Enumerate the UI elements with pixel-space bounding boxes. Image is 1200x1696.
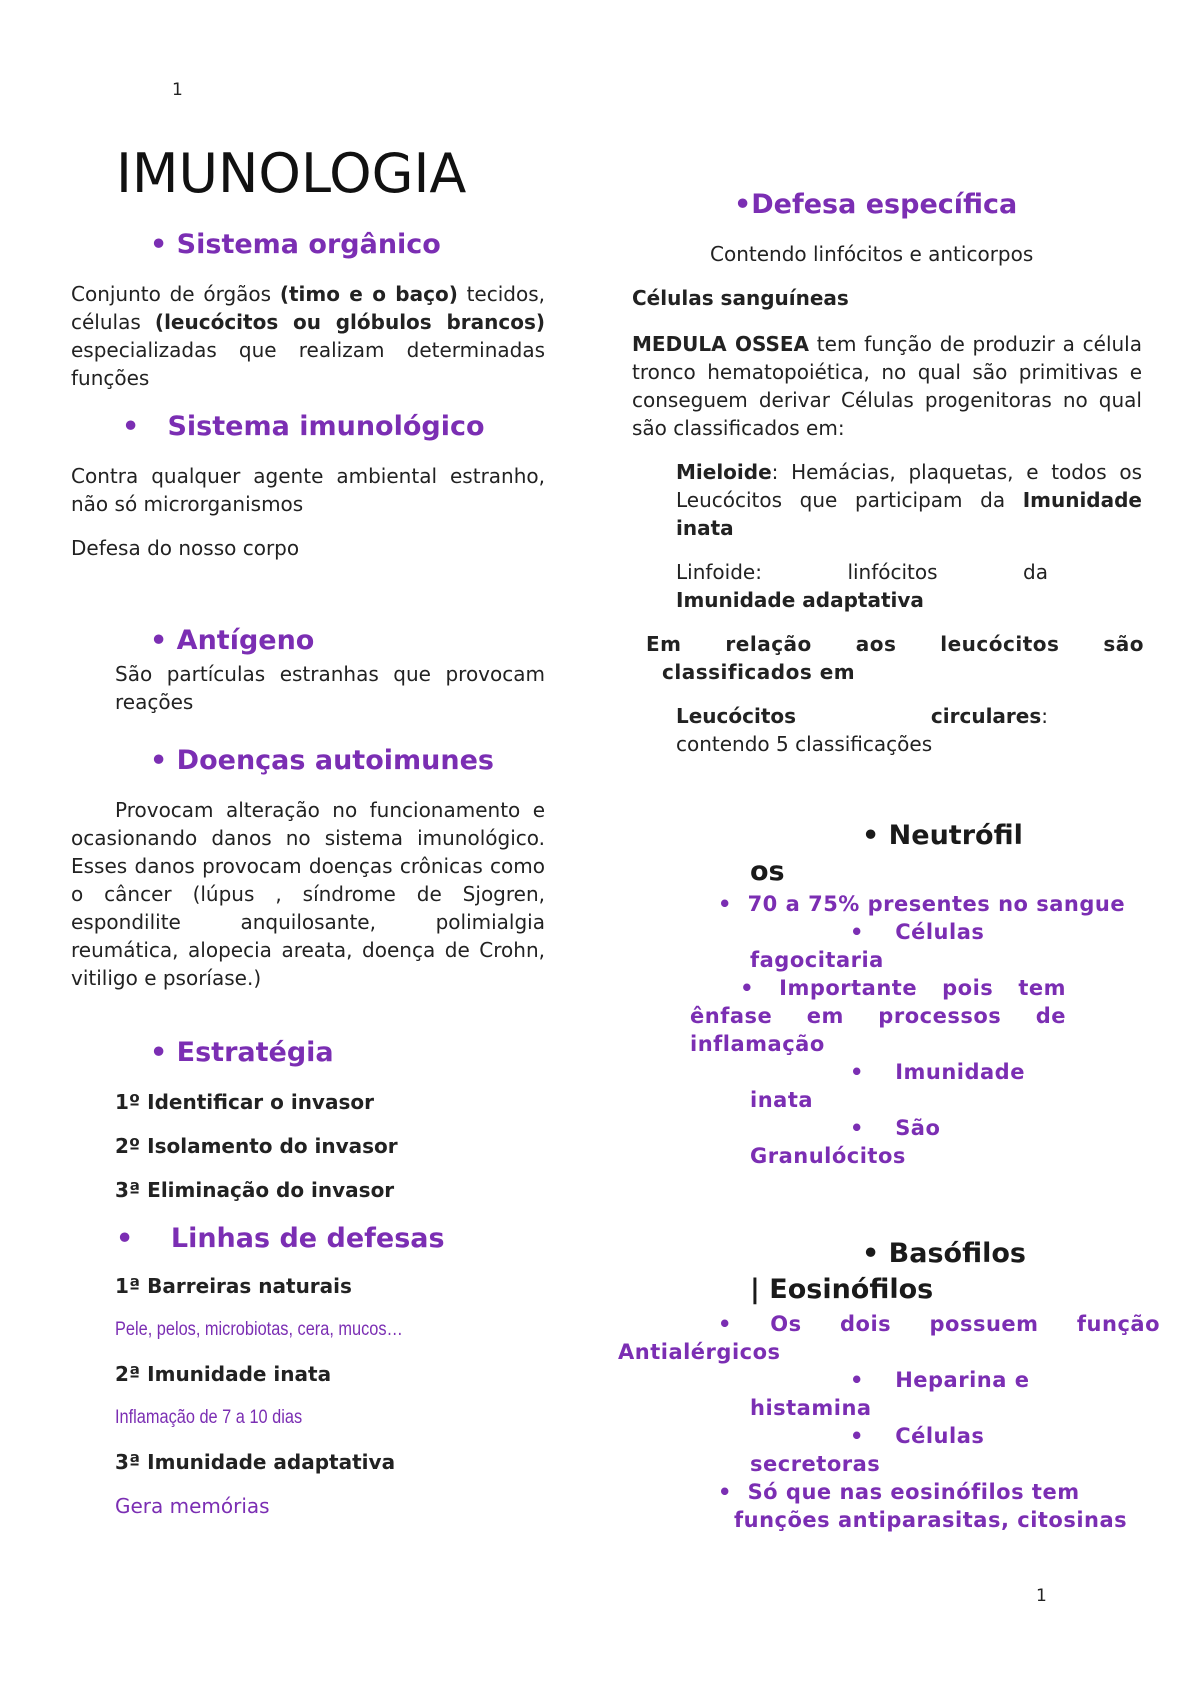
paragraph-doencas-autoimunes: Provocam alteração no funcionamento e ocasionando danos no sistema imunológico. Esses danos provocam doenças crônicas como o câncer (lúpus , síndrome de Sjogren, espondilite anquilosante, polimialgia reumática, alopecia areata, doença de Crohn, vitiligo e psoríase.) xyxy=(71,798,545,990)
section-heading-doencas-autoimunes: • Doenças autoimunes xyxy=(150,745,494,776)
bullet-icon: • xyxy=(850,920,864,944)
footer-page-number: 1 xyxy=(1036,1586,1047,1606)
bullet-icon: • xyxy=(734,189,752,220)
basofilos-item-1: • Os dois possuem função xyxy=(718,1312,1160,1336)
neutrofilos-heading-cont: os xyxy=(750,856,785,887)
defense-line-3: 3ª Imunidade adaptativa xyxy=(115,1450,396,1474)
strategy-item-3: 3ª Eliminação do invasor xyxy=(115,1178,395,1202)
defense-line-2: 2ª Imunidade inata xyxy=(115,1362,332,1386)
bullet-icon: • xyxy=(116,1223,171,1254)
neutrofilos-item-1: • 70 a 75% presentes no sangue xyxy=(718,892,1126,916)
basofilos-item-4-cont: funções antiparasitas, citosinas xyxy=(734,1508,1128,1532)
basofilos-item-3: • Células xyxy=(850,1424,985,1448)
paragraph-leucocitos-circulares: Leucócitos circulares: xyxy=(676,704,1048,728)
basofilos-item-4: • Só que nas eosinófilos tem xyxy=(718,1480,1080,1504)
defesa-especifica-subtitle: Contendo linfócitos e anticorpos xyxy=(710,242,1034,266)
celulas-sanguineas-title: Células sanguíneas xyxy=(632,286,849,310)
header-page-number: 1 xyxy=(172,80,183,100)
strategy-item-2: 2º Isolamento do invasor xyxy=(115,1134,398,1158)
basofilos-item-2-cont: histamina xyxy=(750,1396,872,1420)
neutrofilos-item-5-cont: Granulócitos xyxy=(750,1144,906,1168)
neutrofilos-heading: • Neutrófil xyxy=(862,820,1023,851)
section-heading-antigeno: • Antígeno xyxy=(150,625,315,656)
bullet-icon: • xyxy=(150,745,177,776)
paragraph-antigeno: São partículas estranhas que provocam reações xyxy=(115,662,545,714)
defense-line-3-note: Gera memórias xyxy=(115,1494,270,1518)
bullet-icon: • xyxy=(850,1060,864,1084)
bullet-icon: • xyxy=(150,1037,177,1068)
bullet-icon: • xyxy=(862,820,880,851)
section-heading-linhas-defesas: • Linhas de defesas xyxy=(116,1223,445,1254)
paragraph-leucocitos-circulares-text: contendo 5 classificações xyxy=(676,732,933,756)
section-heading-sistema-organico: • Sistema orgânico xyxy=(150,229,441,260)
paragraph-linfoide-bold: Imunidade adaptativa xyxy=(676,588,924,612)
neutrofilos-item-4: • Imunidade xyxy=(850,1060,1025,1084)
paragraph-defesa-corpo: Defesa do nosso corpo xyxy=(71,536,300,560)
basofilos-item-1-cont: Antialérgicos xyxy=(618,1340,781,1364)
basofilos-heading: • Basófilos xyxy=(862,1238,1026,1269)
paragraph-linfoide: Linfoide: linfócitos da xyxy=(676,560,1048,584)
section-heading-defesa-especifica: •Defesa específica xyxy=(734,189,1018,220)
neutrofilos-item-5: • São xyxy=(850,1116,941,1140)
basofilos-item-3-cont: secretoras xyxy=(750,1452,881,1476)
bullet-icon: • xyxy=(150,229,177,260)
bullet-icon: • xyxy=(122,411,168,442)
bullet-icon: • xyxy=(862,1238,880,1269)
defense-line-1: 1ª Barreiras naturais xyxy=(115,1274,352,1298)
strategy-item-1: 1º Identificar o invasor xyxy=(115,1090,374,1114)
neutrofilos-item-4-cont: inata xyxy=(750,1088,814,1112)
bullet-icon: • xyxy=(850,1116,864,1140)
neutrofilos-item-3: • Importante pois tem ênfase em processos de inflamação xyxy=(690,976,1067,1056)
paragraph-sistema-imunologico: Contra qualquer agente ambiental estranho, não só microrganismos xyxy=(71,464,545,516)
neutrofilos-item-2: • Células xyxy=(850,920,985,944)
paragraph-sistema-organico: Conjunto de órgãos (timo e o baço) tecidos, células (leucócitos ou glóbulos brancos) especializadas que realizam determinadas funções xyxy=(71,282,545,390)
bullet-icon: • xyxy=(850,1424,864,1448)
bullet-icon: • xyxy=(150,625,177,656)
basofilos-item-2: • Heparina e xyxy=(850,1368,1030,1392)
bullet-icon: • xyxy=(718,1312,732,1336)
paragraph-medula-ossea: MEDULA OSSEA tem função de produzir a célula tronco hematopoiética, no qual são primitivas e conseguem derivar Células progenitoras no qual são classificados em: xyxy=(632,332,1142,440)
page-title: IMUNOLOGIA xyxy=(116,142,467,205)
defense-line-2-note: Inflamação de 7 a 10 dias xyxy=(115,1407,303,1428)
defense-line-1-note: Pele, pelos, microbiotas, cera, mucos… xyxy=(115,1319,403,1340)
bullet-icon: • xyxy=(850,1368,864,1392)
paragraph-mieloide: Mieloide: Hemácias, plaquetas, e todos os Leucócitos que participam da Imunidade inata xyxy=(676,460,1142,540)
bullet-icon: • xyxy=(740,976,755,1000)
basofilos-heading-cont: | Eosinófilos xyxy=(750,1274,934,1305)
neutrofilos-item-2-cont: fagocitaria xyxy=(750,948,884,972)
section-heading-sistema-imunologico: • Sistema imunológico xyxy=(122,411,485,442)
bullet-icon: • xyxy=(718,1480,732,1504)
section-heading-estrategia: • Estratégia xyxy=(150,1037,334,1068)
paragraph-relacao-leucocitos: Em relação aos leucócitos são classificados em xyxy=(646,632,1144,684)
bullet-icon: • xyxy=(718,892,732,916)
